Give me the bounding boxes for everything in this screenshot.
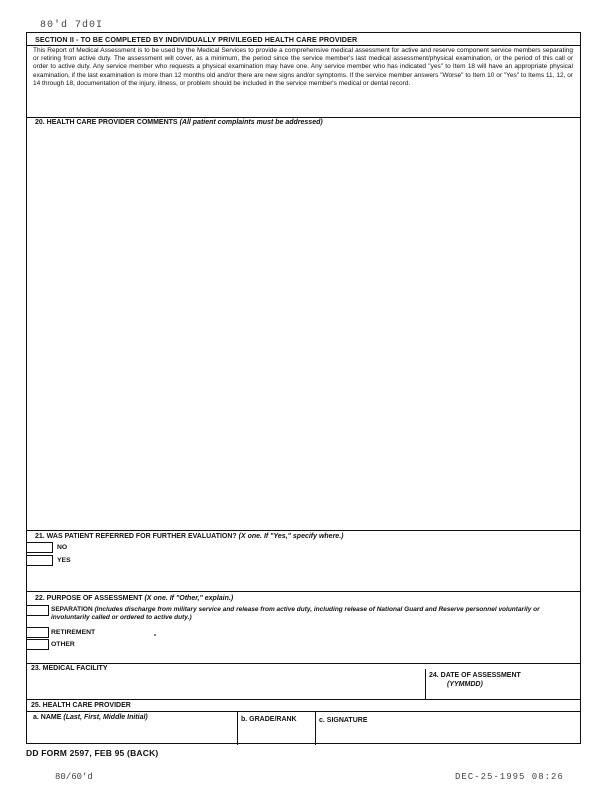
item25b-label: b. GRADE/RANK [241,716,297,723]
item25a-label: a. NAME (Last, First, Middle Initial) [33,714,148,721]
referral-location-field[interactable] [87,555,567,585]
item25c-label: c. SIGNATURE [319,717,368,724]
item24-label: 24. DATE OF ASSESSMENT [429,672,521,679]
item23-label: 23. MEDICAL FACILITY [31,665,108,672]
option-retirement: RETIREMENT [51,629,96,636]
yes-checkbox[interactable] [27,555,53,566]
item21-label: 21. WAS PATIENT REFERRED FOR FURTHER EVALUATION? (X one. If "Yes," specify where.) [35,533,344,540]
option-no: NO [57,544,68,551]
divider [27,117,580,118]
stray-mark [154,634,156,636]
option-separation: SEPARATION (Includes discharge from military service and release from active duty, including release of National Guard and Reserve personnel voluntarily or involuntarily called or ordered to active duty.) [51,606,540,622]
medical-facility-field[interactable] [31,675,421,697]
divider [27,45,580,46]
item25-label: 25. HEALTH CARE PROVIDER [31,702,131,709]
section-title: SECTION II - TO BE COMPLETED BY INDIVIDUALLY PRIVILEGED HEALTH CARE PROVIDER [35,35,358,44]
option-yes: YES [57,557,71,564]
comments-field[interactable] [31,129,576,527]
date-of-assessment-field[interactable] [429,689,577,699]
option-other: OTHER [51,641,75,648]
retirement-checkbox[interactable] [27,627,49,638]
medical-assessment-form [26,32,581,744]
item22-label: 22. PURPOSE OF ASSESSMENT (X one. If "Other," explain.) [35,595,234,602]
fax-page-mark: 80/60'd [55,772,93,782]
form-identifier: DD FORM 2597, FEB 95 (BACK) [26,748,159,758]
separation-checkbox[interactable] [27,605,49,616]
divider [27,530,580,531]
item20-label: 20. HEALTH CARE PROVIDER COMMENTS (All patient complaints must be addressed) [35,119,323,126]
divider [27,711,580,712]
divider [27,663,580,664]
other-checkbox[interactable] [27,639,49,650]
item24-format-hint: (YYMMDD) [447,681,483,688]
signature-field[interactable] [319,726,574,741]
divider [425,669,426,699]
no-checkbox[interactable] [27,542,53,553]
divider [27,591,580,592]
divider [315,711,316,745]
provider-name-field[interactable] [33,723,233,741]
divider [237,711,238,745]
instructions-paragraph: This Report of Medical Assessment is to be used by the Medical Services to provide a comprehensive medical assessment for active and reserve component service members separating or retiring from active duty. The assessment will cover, as a minimum, the period since the service member's last medical assessment/physical examination, or the period of this call or order to active duty. Any service member who requests a physical examination may have one. Any service member who has indicated "yes" to Item 18 will have an appropriate physical examination, if the last examination is more than 12 months old and/or there are new signs and/or symptoms. If the service member answers "Worse" to Item 10 or "Yes" to Items 11, 12, or 14 through 18, documentation of the injury, illness, or problem should be included in the service member's medical or dental record. [33,47,573,87]
divider [27,699,580,700]
fax-header-mark: 80'd 7d0I [40,20,104,31]
grade-rank-field[interactable] [241,725,311,741]
fax-timestamp: DEC-25-1995 08:26 [455,772,564,782]
